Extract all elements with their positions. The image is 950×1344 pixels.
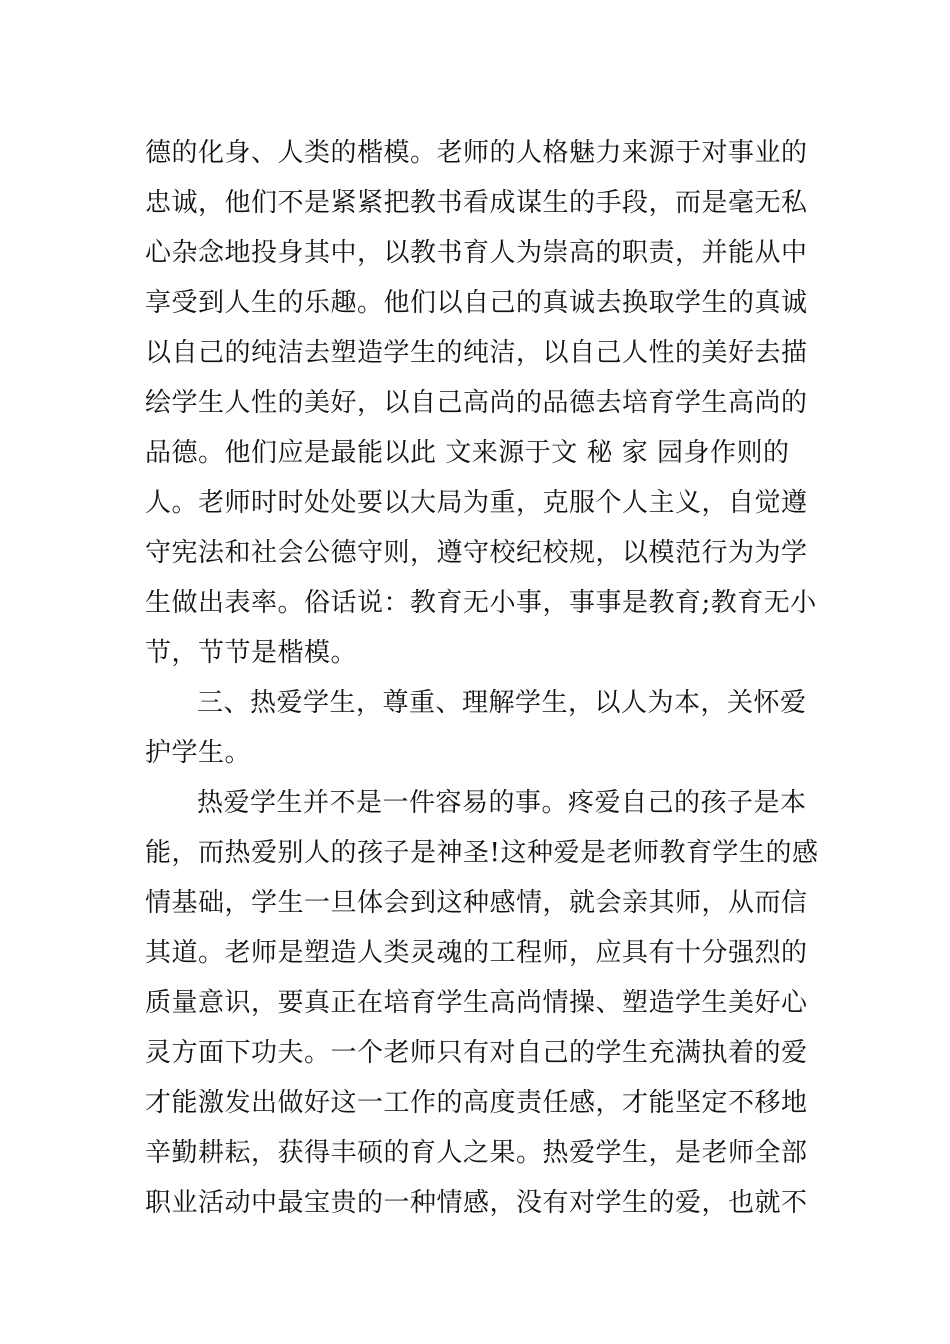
- text-line: 以自己的纯洁去塑造学生的纯洁，以自己人性的美好去描: [145, 338, 808, 368]
- text-line: 生做出表率。俗话说：教育无小事，事事是教育;教育无小: [145, 588, 817, 618]
- text-line: 质量意识，要真正在培育学生高尚情操、塑造学生美好心: [145, 988, 808, 1018]
- text-line: 品德。他们应是最能以此 文来源于文 秘 家 园身作则的: [145, 438, 790, 468]
- text-line: 情基础，学生一旦体会到这种感情，就会亲其师，从而信: [145, 888, 808, 918]
- text-line: 忠诚，他们不是紧紧把教书看成谋生的手段，而是毫无私: [145, 188, 808, 218]
- text-line: 德的化身、人类的楷模。老师的人格魅力来源于对事业的: [145, 138, 808, 168]
- paragraph-start: 热爱学生并不是一件容易的事。疼爱自己的孩子是本: [197, 788, 807, 818]
- text-line: 享受到人生的乐趣。他们以自己的真诚去换取学生的真诚: [145, 288, 808, 318]
- body-text: [145, 128, 819, 1228]
- text-line: 人。老师时时处处要以大局为重，克服个人主义，自觉遵: [145, 488, 808, 518]
- text-line: 节，节节是楷模。: [145, 638, 358, 668]
- text-line: 绘学生人性的美好，以自己高尚的品德去培育学生高尚的: [145, 388, 808, 418]
- text-line: 心杂念地投身其中，以教书育人为崇高的职责，并能从中: [145, 238, 808, 268]
- text-line: 辛勤耕耘，获得丰硕的育人之果。热爱学生，是老师全部: [145, 1138, 808, 1168]
- text-line: 护学生。: [145, 738, 252, 768]
- text-line: 职业活动中最宝贵的一种情感，没有对学生的爱，也就不: [145, 1188, 808, 1218]
- text-line: 守宪法和社会公德守则，遵守校纪校规，以模范行为为学: [145, 538, 808, 568]
- text-line: 才能激发出做好这一工作的高度责任感，才能坚定不移地: [145, 1088, 808, 1118]
- text-line: 其道。老师是塑造人类灵魂的工程师，应具有十分强烈的: [145, 938, 808, 968]
- text-line: 灵方面下功夫。一个老师只有对自己的学生充满执着的爱: [145, 1038, 808, 1068]
- section-heading: 三、热爱学生，尊重、理解学生，以人为本，关怀爱: [197, 688, 807, 718]
- text-line: 能，而热爱别人的孩子是神圣!这种爱是老师教育学生的感: [145, 838, 819, 868]
